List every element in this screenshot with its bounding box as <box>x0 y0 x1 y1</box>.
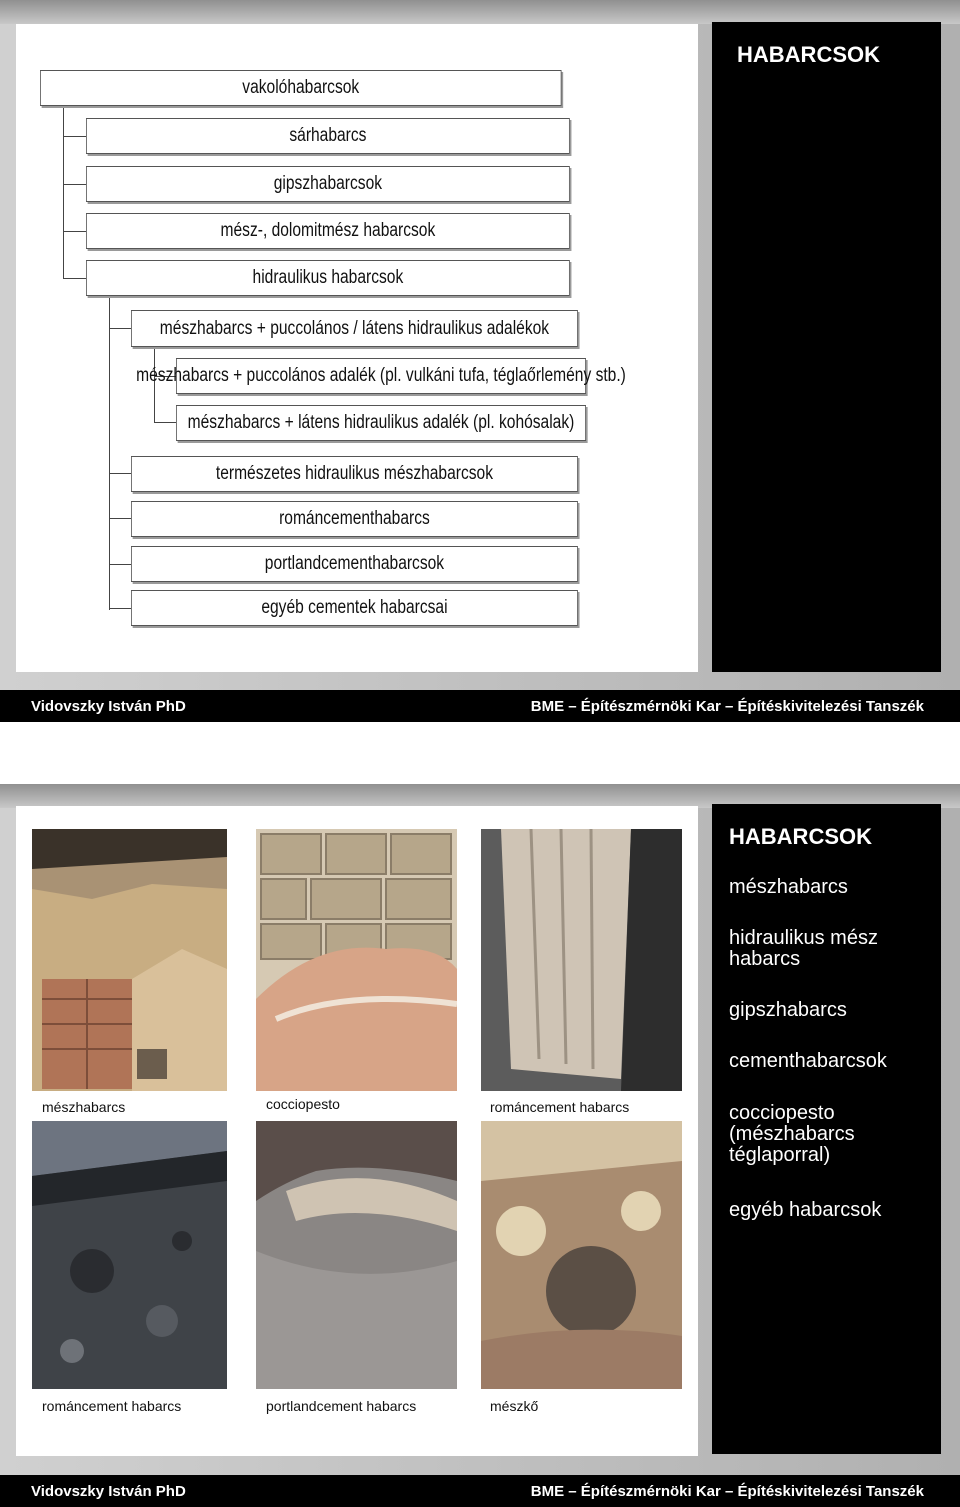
box-romancementhabarcs <box>131 501 578 537</box>
side-item: hidraulikus mész habarcs <box>729 927 878 970</box>
title-panel <box>712 22 941 672</box>
connector <box>63 136 87 137</box>
side-item: egyéb habarcsok <box>729 1199 882 1221</box>
slide-1 <box>0 0 960 722</box>
connector <box>109 608 131 609</box>
box-sarhabarcs <box>86 118 570 154</box>
box-gipszhabarcsok <box>86 166 570 202</box>
photo-romancement <box>481 829 682 1091</box>
box-latens-adalek <box>176 405 586 441</box>
box-egyeb-cementek <box>131 590 578 626</box>
connector <box>109 473 131 474</box>
box-label: mészhabarcs + puccolános / látens hidraulikus adalékok <box>159 317 550 339</box>
slide-footer <box>0 690 960 722</box>
photo-cocciopesto <box>256 829 457 1091</box>
box-puccolanos-latens <box>131 310 578 347</box>
side-item: mészhabarcs <box>729 876 848 898</box>
photo-romancement-2 <box>32 1121 227 1389</box>
box-portlandcementhabarcsok <box>131 546 578 582</box>
photo-caption: cocciopesto <box>266 1096 340 1112</box>
slide-footer <box>0 1475 960 1507</box>
box-label: románcementhabarcs <box>279 508 430 529</box>
footer-author: Vidovszky István PhD <box>31 698 186 715</box>
box-mesz-dolomitmesz <box>86 213 570 249</box>
box-label: mészhabarcs + látens hidraulikus adalék (pl. kohósalak) <box>187 412 575 433</box>
box-label: vakolóhabarcsok <box>242 77 360 98</box>
box-label: sárhabarcs <box>289 125 367 146</box>
photo-portlandcement <box>256 1121 457 1389</box>
connector <box>109 564 131 565</box>
connector <box>109 328 131 329</box>
box-label: egyéb cementek habarcsai <box>261 597 448 618</box>
side-item: cementhabarcsok <box>729 1050 887 1072</box>
photo-caption: portlandcement habarcs <box>266 1398 417 1414</box>
box-label: mész-, dolomitmész habarcsok <box>220 220 436 241</box>
box-label: természetes hidraulikus mészhabarcsok <box>215 463 493 484</box>
photo-meszhabarcs <box>32 829 227 1091</box>
box-vakolohabarcsok <box>40 70 562 106</box>
box-label: portlandcementhabarcsok <box>264 553 445 574</box>
footer-institution: BME – Építészmérnöki Kar – Építéskivitelezési Tanszék <box>530 698 924 715</box>
slide-title: HABARCSOK <box>737 42 880 67</box>
box-label: gipszhabarcsok <box>273 173 383 194</box>
box-hidraulikus-habarcsok <box>86 260 570 296</box>
box-label: hidraulikus habarcsok <box>252 267 404 288</box>
photo-caption: mészkő <box>490 1398 539 1414</box>
footer-author: Vidovszky István PhD <box>31 1483 186 1500</box>
photo-caption: románcement habarcs <box>42 1398 182 1414</box>
connector <box>63 106 64 278</box>
connector <box>109 518 131 519</box>
side-item: cocciopesto (mészhabarcs téglaporral) <box>729 1102 855 1166</box>
photo-caption: románcement habarcs <box>490 1099 630 1115</box>
side-item: gipszhabarcs <box>729 999 847 1021</box>
connector <box>63 278 87 279</box>
connector <box>109 296 110 610</box>
connector <box>63 231 87 232</box>
box-termeszetes-hidraulikus <box>131 456 578 492</box>
box-puccolanos-adalek <box>136 358 626 394</box>
slide-title: HABARCSOK <box>729 824 872 849</box>
photo-caption: mészhabarcs <box>42 1099 126 1115</box>
footer-institution: BME – Építészmérnöki Kar – Építéskivitelezési Tanszék <box>530 1483 924 1500</box>
box-label: mészhabarcs + puccolános adalék (pl. vulkáni tufa, téglaőrlemény stb.) <box>136 365 626 386</box>
connector <box>63 184 87 185</box>
photo-meszko <box>481 1121 682 1389</box>
slide-top-gradient <box>0 0 960 24</box>
connector <box>154 422 176 423</box>
